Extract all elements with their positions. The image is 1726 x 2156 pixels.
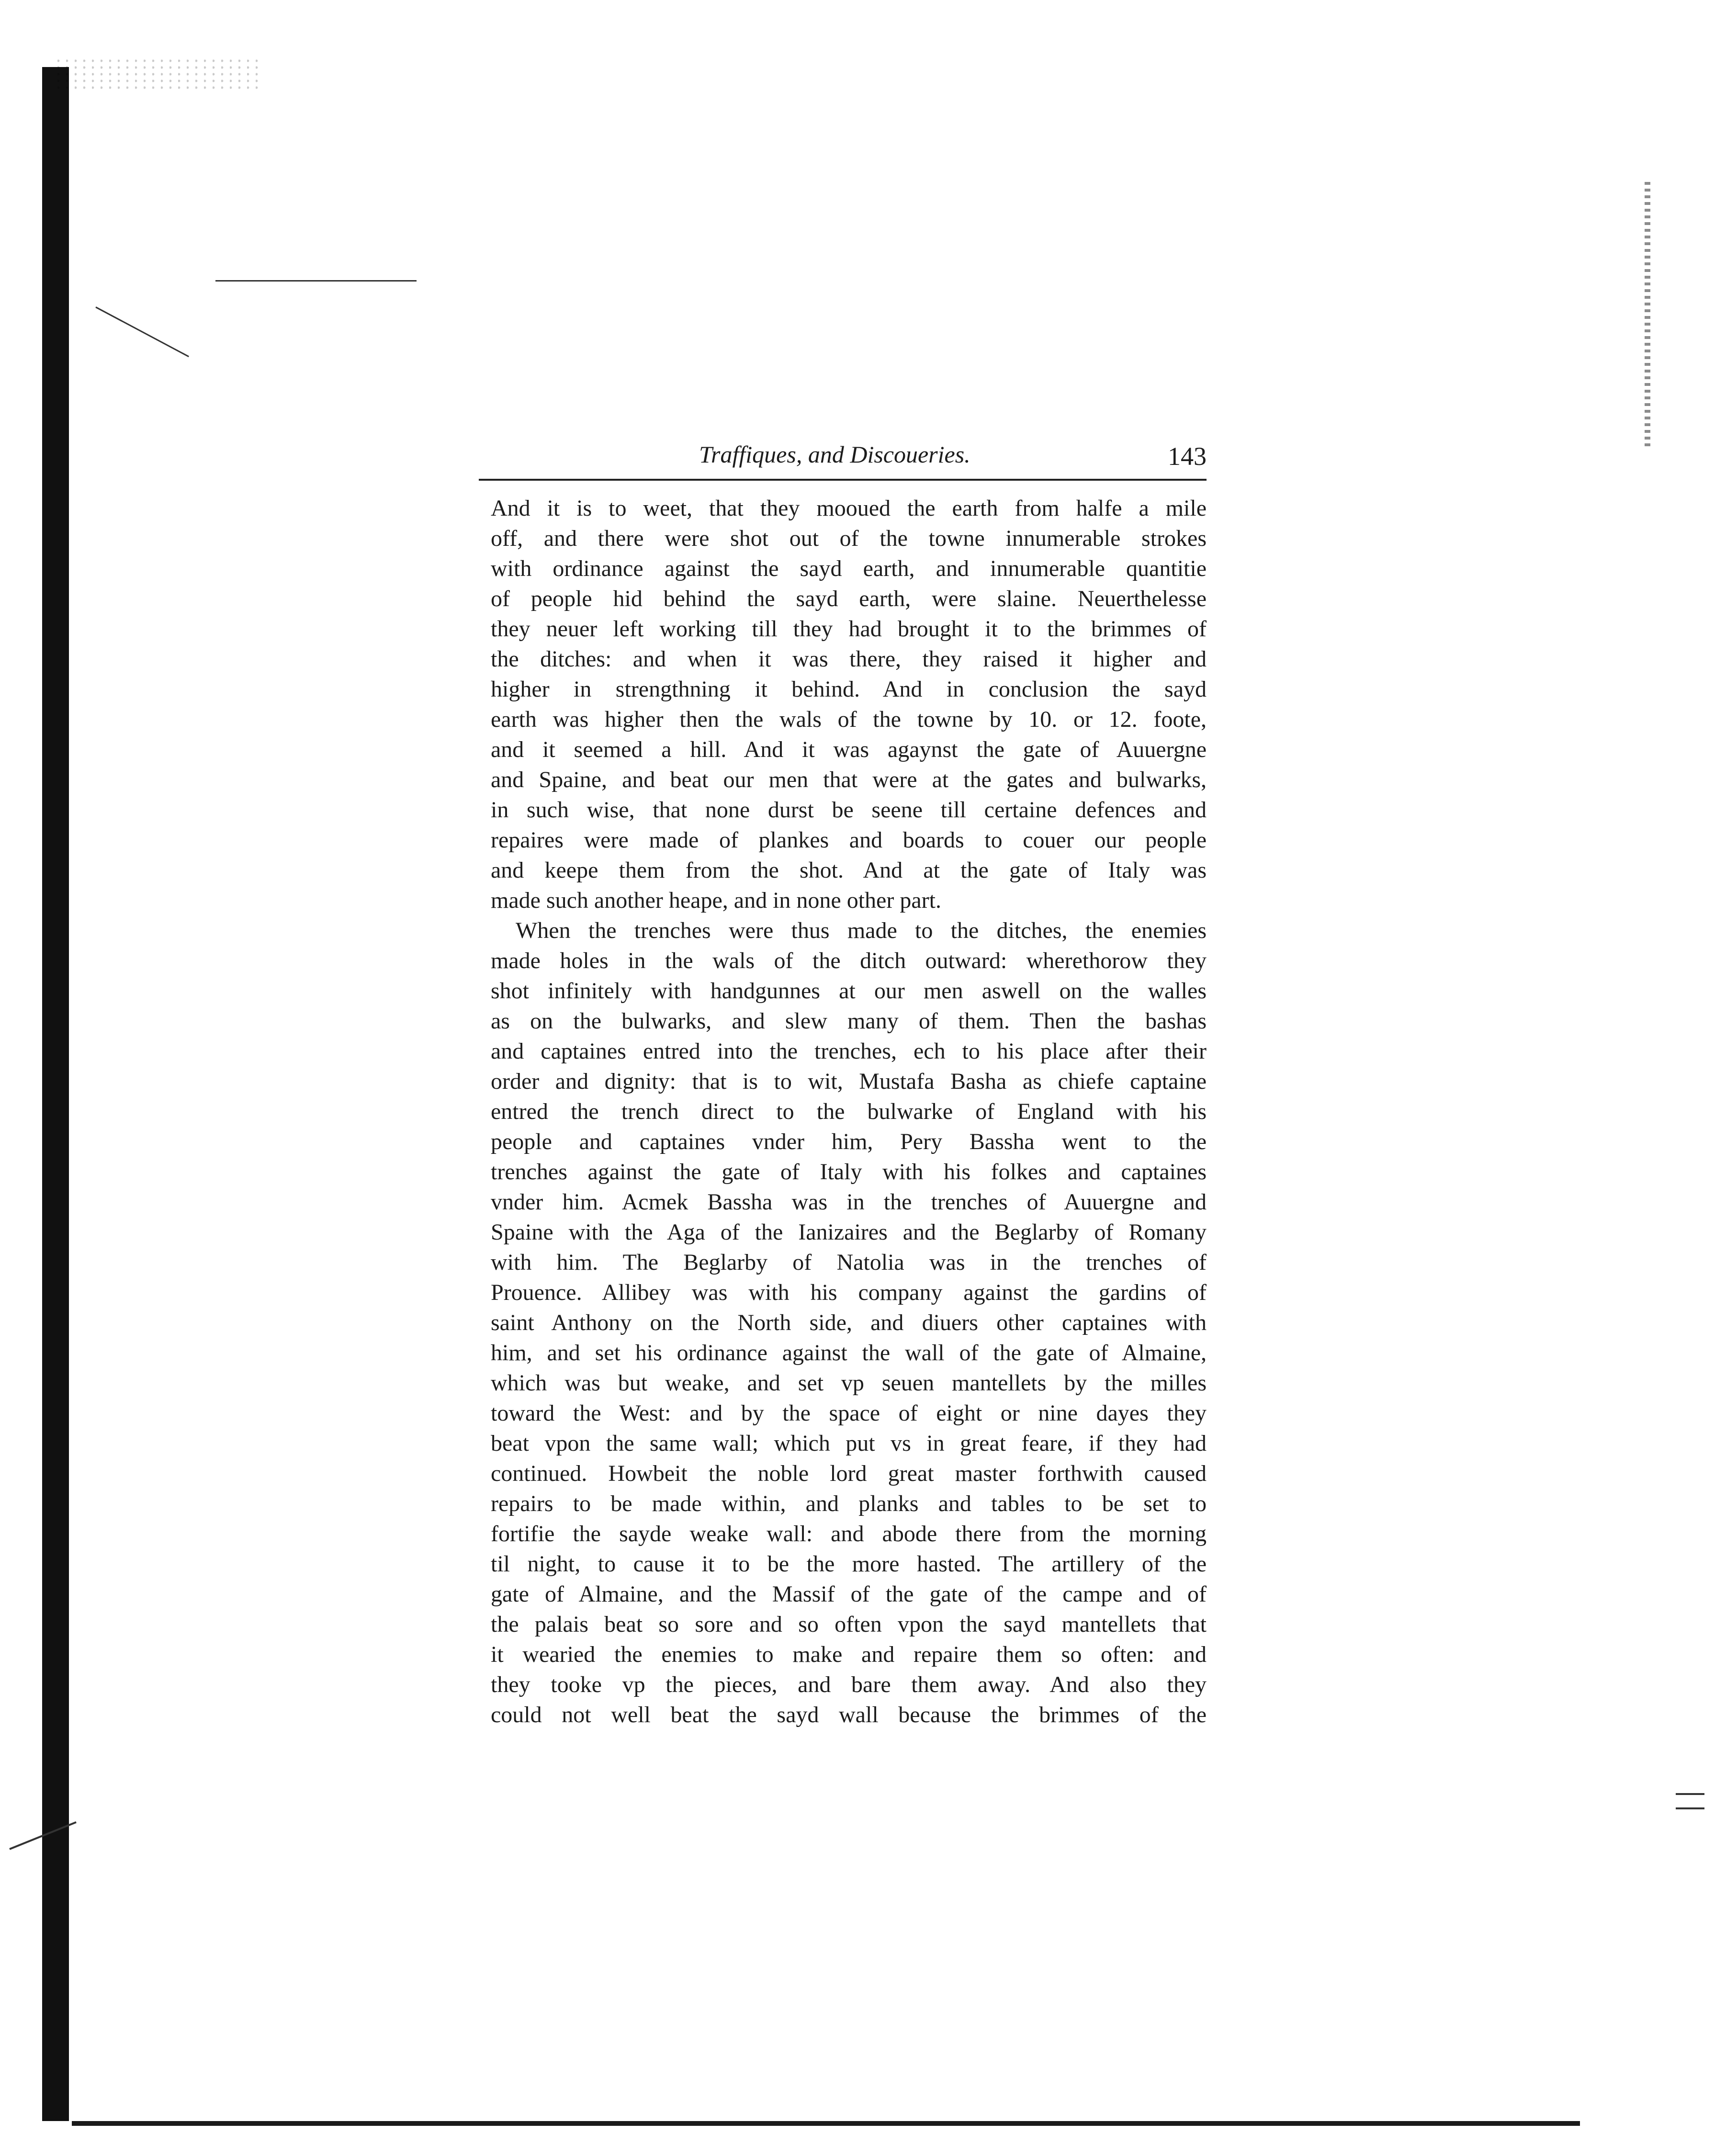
page-number: 143: [1168, 442, 1207, 471]
text-line: toward the West: and by the space of eight or nine dayes they: [491, 1400, 1207, 1426]
text-line: saint Anthony on the North side, and diuers other captaines with: [491, 1310, 1207, 1335]
text-line: trenches against the gate of Italy with his folkes and captaines: [491, 1159, 1207, 1185]
text-line: beat vpon the same wall; which put vs in great feare, if they had: [491, 1431, 1207, 1456]
text-line: off, and there were shot out of the towne innumerable strokes: [491, 526, 1207, 551]
binding-shadow: [42, 67, 69, 2121]
text-line: And it is to weet, that they mooued the earth from halfe a mile: [491, 496, 1207, 521]
running-title: Traffiques, and Discoueries.: [699, 441, 970, 468]
text-line: vnder him. Acmek Bassha was in the trenches of Auuergne and: [491, 1189, 1207, 1215]
text-line: fortifie the sayde weake wall: and abode there from the morning: [491, 1521, 1207, 1546]
scan-stray-mark: [215, 280, 417, 282]
text-line: which was but weake, and set vp seuen mantellets by the milles: [491, 1370, 1207, 1396]
text-line: they neuer left working till they had brought it to the brimmes of: [491, 616, 1207, 642]
text-line: in such wise, that none durst be seene till certaine defences and: [491, 797, 1207, 823]
text-line: gate of Almaine, and the Massif of the gate of the campe and of: [491, 1581, 1207, 1607]
text-line: him, and set his ordinance against the wall of the gate of Almaine,: [491, 1340, 1207, 1366]
text-line: continued. Howbeit the noble lord great master forthwith caused: [491, 1461, 1207, 1486]
text-line: order and dignity: that is to wit, Mustafa Basha as chiefe captaine: [491, 1069, 1207, 1094]
text-line: Spaine with the Aga of the Ianizaires and the Beglarby of Romany: [491, 1219, 1207, 1245]
text-line: with ordinance against the sayd earth, and innumerable quantitie: [491, 556, 1207, 581]
scan-stray-mark: [95, 306, 189, 357]
text-line: people and captaines vnder him, Pery Bassha went to the: [491, 1129, 1207, 1154]
text-line: When the trenches were thus made to the ditches, the enemies: [516, 918, 1207, 943]
scan-stray-mark: [1676, 1807, 1704, 1809]
text-line: made such another heape, and in none other part.: [491, 888, 941, 913]
text-line: repairs to be made within, and planks and tables to be set to: [491, 1491, 1207, 1516]
text-line: and it seemed a hill. And it was agaynst the gate of Auuergne: [491, 737, 1207, 762]
text-line: the ditches: and when it was there, they raised it higher and: [491, 646, 1207, 672]
text-line: til night, to cause it to be the more hasted. The artillery of the: [491, 1551, 1207, 1577]
text-line: and captaines entred into the trenches, ech to his place after their: [491, 1038, 1207, 1064]
scan-speckle: [57, 57, 259, 91]
running-head: [479, 431, 1207, 479]
text-line: could not well beat the sayd wall because the brimmes of the: [491, 1702, 1207, 1727]
text-line: as on the bulwarks, and slew many of them. Then the bashas: [491, 1008, 1207, 1034]
text-line: it wearied the enemies to make and repaire them so often: and: [491, 1642, 1207, 1667]
paragraph: [491, 493, 1207, 915]
header-rule: [479, 479, 1207, 481]
body-text: [491, 493, 1207, 1730]
scan-speckle-right: [1645, 182, 1650, 450]
text-line: the palais beat so sore and so often vpon the sayd mantellets that: [491, 1612, 1207, 1637]
text-line: and keepe them from the shot. And at the gate of Italy was: [491, 858, 1207, 883]
paragraph: [491, 915, 1207, 1730]
text-line: repaires were made of plankes and boards to couer our people: [491, 827, 1207, 853]
text-line: Prouence. Allibey was with his company against the gardins of: [491, 1280, 1207, 1305]
scan-bottom-edge: [72, 2121, 1580, 2126]
scan-stray-mark: [1676, 1793, 1704, 1795]
text-line: earth was higher then the wals of the towne by 10. or 12. foote,: [491, 707, 1207, 732]
text-line: made holes in the wals of the ditch outward: wherethorow they: [491, 948, 1207, 973]
text-line: and Spaine, and beat our men that were at the gates and bulwarks,: [491, 767, 1207, 792]
text-line: they tooke vp the pieces, and bare them away. And also they: [491, 1672, 1207, 1697]
text-line: with him. The Beglarby of Natolia was in the trenches of: [491, 1250, 1207, 1275]
text-line: of people hid behind the sayd earth, were slaine. Neuerthelesse: [491, 586, 1207, 611]
text-line: entred the trench direct to the bulwarke of England with his: [491, 1099, 1207, 1124]
text-line: shot infinitely with handgunnes at our men aswell on the walles: [491, 978, 1207, 1004]
text-line: higher in strengthning it behind. And in conclusion the sayd: [491, 677, 1207, 702]
